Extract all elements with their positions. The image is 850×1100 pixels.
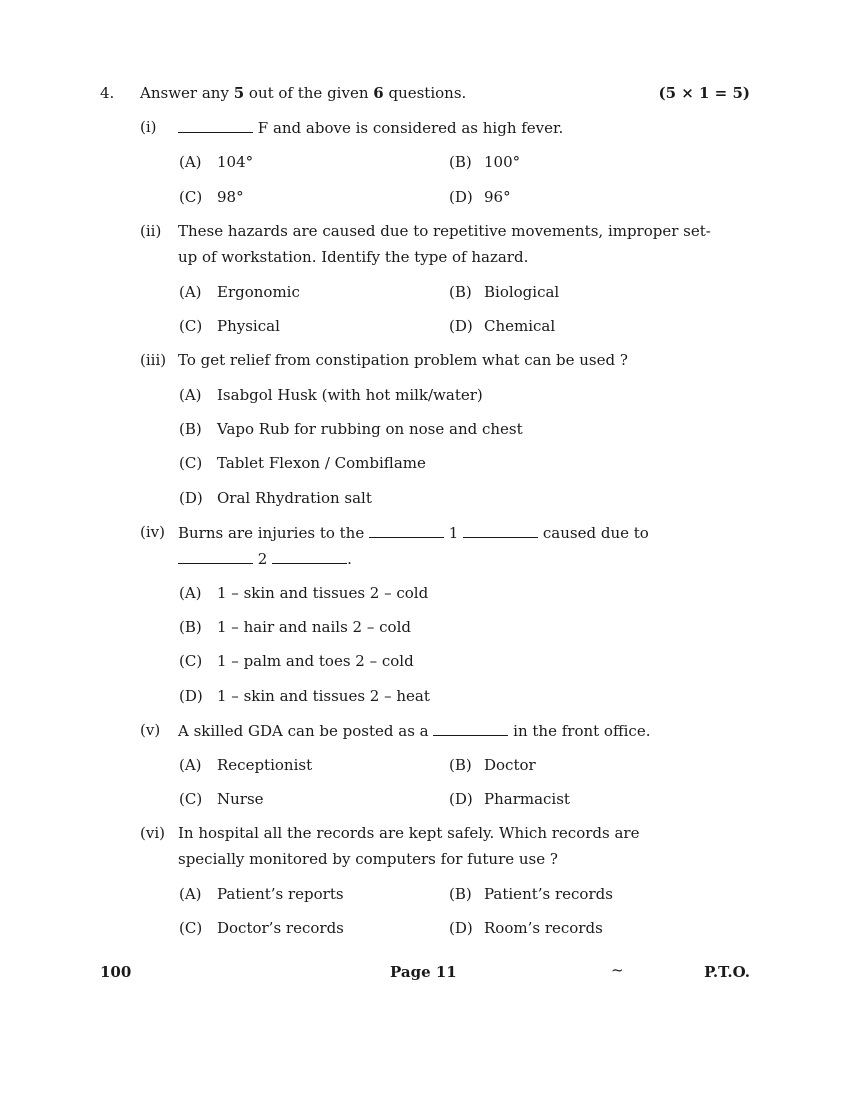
option-label: (D) (449, 317, 473, 335)
subquestion-text: A skilled GDA can be posted as a in the front office. (178, 722, 651, 740)
option-text: Patient’s records (484, 885, 613, 903)
option-label: (A) (179, 756, 202, 774)
option-text: 96° (484, 188, 511, 206)
subquestion-number: (ii) (140, 222, 162, 240)
option-text: Doctor (484, 756, 536, 774)
option-label: (B) (449, 283, 472, 301)
subquestion-number: (iii) (140, 351, 167, 369)
answer-blank (178, 549, 253, 564)
option-text: 98° (217, 188, 244, 206)
option-label: (D) (449, 790, 473, 808)
option-text: 104° (217, 153, 254, 171)
option-label: (B) (179, 420, 202, 438)
option-text: Receptionist (217, 756, 313, 774)
option-text: 1 – skin and tissues 2 – heat (217, 687, 430, 705)
marks-label: (5 × 1 = 5) (658, 84, 750, 102)
option-text: Vapo Rub for rubbing on nose and chest (217, 420, 523, 438)
option-label: (C) (179, 454, 203, 472)
option-label: (C) (179, 188, 203, 206)
option-label: (B) (179, 618, 202, 636)
option-label: (C) (179, 919, 203, 937)
subquestion-text: To get relief from constipation problem what can be used ? (178, 351, 628, 369)
option-text: Oral Rhydration salt (217, 489, 372, 507)
subquestion-text-line2: specially monitored by computers for future use ? (178, 850, 558, 868)
answer-blank (433, 721, 508, 736)
option-label: (B) (449, 756, 472, 774)
option-text: Biological (484, 283, 560, 301)
subquestion-text-line1: These hazards are caused due to repetitive movements, improper set- (178, 222, 711, 240)
paper-code: 100 (100, 963, 132, 981)
option-label: (C) (179, 652, 203, 670)
option-text: 1 – palm and toes 2 – cold (217, 652, 414, 670)
option-text: Physical (217, 317, 280, 335)
option-label: (A) (179, 386, 202, 404)
option-text: 100° (484, 153, 521, 171)
answer-blank (463, 523, 538, 538)
option-text: Tablet Flexon / Combiflame (217, 454, 426, 472)
option-text: Chemical (484, 317, 556, 335)
page-number: Page 11 (390, 963, 457, 981)
subquestion-text: F and above is considered as high fever. (178, 118, 563, 137)
subquestion-text-line1: Burns are injuries to the 1 caused due to (178, 524, 649, 542)
option-label: (B) (449, 885, 472, 903)
option-label: (A) (179, 283, 202, 301)
option-text: Room’s records (484, 919, 603, 937)
option-label: (D) (179, 489, 203, 507)
answer-blank (272, 549, 347, 564)
option-label: (B) (449, 153, 472, 171)
option-text: Ergonomic (217, 283, 300, 301)
answer-blank (369, 523, 444, 538)
option-text: 1 – skin and tissues 2 – cold (217, 584, 429, 602)
subquestion-text-line1: In hospital all the records are kept safely. Which records are (178, 824, 640, 842)
option-label: (D) (449, 919, 473, 937)
option-label: (A) (179, 885, 202, 903)
subquestion-text-line2: up of workstation. Identify the type of hazard. (178, 248, 529, 266)
option-text: Pharmacist (484, 790, 570, 808)
subquestion-number: (v) (140, 721, 161, 739)
option-label: (D) (179, 687, 203, 705)
option-text: 1 – hair and nails 2 – cold (217, 618, 411, 636)
option-text: Nurse (217, 790, 264, 808)
option-text: Isabgol Husk (with hot milk/water) (217, 386, 483, 404)
subquestion-number: (vi) (140, 824, 165, 842)
option-label: (A) (179, 584, 202, 602)
option-label: (D) (449, 188, 473, 206)
subquestion-number: (iv) (140, 523, 165, 541)
option-text: Doctor’s records (217, 919, 344, 937)
option-label: (C) (179, 317, 203, 335)
subquestion-text-line2: 2 . (178, 549, 352, 568)
subquestion-number: (i) (140, 118, 157, 136)
option-text: Patient’s reports (217, 885, 344, 903)
pto-label: P.T.O. (704, 963, 750, 981)
tilde-mark: ~ (611, 961, 624, 979)
option-label: (C) (179, 790, 203, 808)
question-number: 4. (100, 84, 115, 102)
answer-blank (178, 118, 253, 133)
option-label: (A) (179, 153, 202, 171)
question-instruction: Answer any 5 out of the given 6 questions. (140, 84, 467, 102)
